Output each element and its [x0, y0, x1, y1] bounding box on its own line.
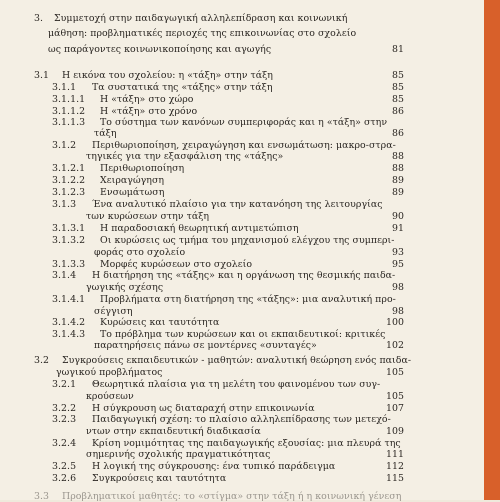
toc-entry-number: 3.3 — [34, 491, 50, 502]
toc-entry-title: Προβληματικοί μαθητές: το «στίγμα» στην τάξη ή η κοινωνική γένεση — [62, 491, 402, 502]
toc-entry — [0, 271, 484, 281]
toc-entry — [0, 307, 484, 317]
toc-entry — [0, 415, 484, 425]
toc-entry-page: 98 — [391, 306, 404, 317]
toc-entry-title: Ένα αναλυτικό πλαίσιο για την κατανόηση της λειτουργίας — [92, 199, 383, 210]
toc-entry-title: κρούσεων — [86, 391, 134, 402]
toc-entry-number: 3.1.4 — [52, 270, 77, 281]
toc-entry-page: 109 — [385, 426, 404, 437]
toc-entry-title: Κρίση νομιμότητας της παιδαγωγικής εξουσίας: μια πλευρά της — [92, 438, 401, 449]
toc-entry-number: 3.2.4 — [52, 438, 77, 449]
toc-entry-number: 3.2.6 — [52, 473, 77, 484]
toc-entry-number: 3.2.5 — [52, 461, 77, 472]
toc-entry — [0, 129, 484, 139]
toc-entry-number: 3.1.1.3 — [52, 117, 86, 128]
toc-entry-title: Τα συστατικά της «τάξης» στην τάξη — [92, 82, 273, 93]
toc-entry-page: 95 — [391, 259, 404, 270]
toc-entry-page: 85 — [391, 94, 404, 105]
toc-entry-title: Κυρώσεις και ταυτότητα — [100, 317, 220, 328]
toc-entry-title: Συμμετοχή στην παιδαγωγική αλληλεπίδραση και κοινωνική — [54, 13, 348, 24]
toc-entry-number: 3.1.3.3 — [52, 259, 86, 270]
toc-entry-number: 3.1.2.3 — [52, 187, 86, 198]
toc-entry — [0, 341, 484, 351]
toc-entry-title: Συγκρούσεις και ταυτότητα — [92, 473, 227, 484]
toc-entry-title: Ενσωμάτωση — [100, 187, 165, 198]
toc-entry-title: Παιδαγωγική σχέση: το πλαίσιο αλληλεπίδρασης των μετεχό- — [92, 414, 391, 425]
toc-entry-title: Το σύστημα των κανόνων συμπεριφοράς και η «τάξη» στην — [100, 117, 388, 128]
toc-entry — [0, 224, 484, 234]
toc-entry-title: σέγγιση — [94, 306, 133, 317]
toc-entry — [0, 107, 484, 117]
toc-entry — [0, 71, 484, 81]
toc-entry-number: 3.1.3 — [52, 199, 77, 210]
toc-entry-title: των κυρώσεων στην τάξη — [86, 211, 210, 222]
toc-entry-page: 115 — [385, 473, 404, 484]
toc-entry — [0, 295, 484, 305]
toc-entry — [0, 492, 484, 502]
toc-entry-page: 90 — [391, 211, 404, 222]
toc-entry-number: 3.1.3.2 — [52, 235, 86, 246]
toc-entry-page: 98 — [391, 282, 404, 293]
toc-entry — [0, 318, 484, 328]
toc-entry — [0, 141, 484, 151]
toc-entry — [0, 260, 484, 270]
toc-entry — [0, 356, 484, 366]
toc-entry-title: γωγικού προβλήματος — [56, 367, 163, 378]
toc-entry — [0, 404, 484, 414]
toc-entry — [0, 380, 484, 390]
toc-entry — [0, 283, 484, 293]
toc-entry-number: 3.1.2.1 — [52, 163, 86, 174]
toc-entry-title: Χειραγώγηση — [100, 175, 165, 186]
toc-entry-number: 3. — [34, 13, 44, 24]
toc-entry-title: Η παραδοσιακή θεωρητική αντιμετώπιση — [100, 223, 299, 234]
toc-entry-page: 88 — [391, 151, 404, 162]
toc-entry-page: 105 — [385, 391, 404, 402]
toc-entry — [0, 188, 484, 198]
toc-entry-page: 100 — [385, 317, 404, 328]
toc-entry-title: φοράς στο σχολείο — [94, 247, 186, 258]
toc-entry — [0, 45, 484, 55]
toc-entry-page: 111 — [385, 449, 404, 460]
toc-entry-title: γωγικής σχέσης — [86, 282, 164, 293]
toc-entry-number: 3.1.4.2 — [52, 317, 86, 328]
toc-entry-page: 89 — [391, 175, 404, 186]
toc-entry-number: 3.1.1.2 — [52, 106, 86, 117]
toc-entry — [0, 176, 484, 186]
toc-entry-number: 3.1.1.1 — [52, 94, 86, 105]
toc-entry-title: Η λογική της σύγκρουσης: ένα τυπικό παράδειγμα — [92, 461, 336, 472]
toc-entry — [0, 200, 484, 210]
toc-entry-title: Η εικόνα του σχολείου: η «τάξη» στην τάξη — [62, 70, 273, 81]
toc-entry-number: 3.2.1 — [52, 379, 77, 390]
toc-entry — [0, 427, 484, 437]
toc-entry-page: 107 — [385, 403, 404, 414]
toc-entry-title: μάθηση: προβληματικές περιοχές της επικοινωνίας στο σχολείο — [48, 28, 357, 39]
toc-entry-title: Περιθωριοποίηση, χειραγώγηση και ενσωμάτωση: μακρο-στρα- — [92, 140, 396, 151]
toc-entry-page: 88 — [391, 163, 404, 174]
toc-entry — [0, 368, 484, 378]
toc-entry-page: 89 — [391, 187, 404, 198]
toc-entry-title: Η διατήρηση της «τάξης» και η οργάνωση της θεσμικής παιδα- — [92, 270, 396, 281]
toc-entry — [0, 118, 484, 128]
toc-entry-number: 3.1.3.1 — [52, 223, 86, 234]
toc-entry-page: 102 — [385, 340, 404, 351]
toc-entry-number: 3.1.1 — [52, 82, 77, 93]
toc-entry — [0, 236, 484, 246]
toc-entry-title: Μορφές κυρώσεων στο σχολείο — [100, 259, 253, 270]
toc-entry — [0, 248, 484, 258]
toc-entry — [0, 152, 484, 162]
toc-entry — [0, 212, 484, 222]
toc-entry — [0, 392, 484, 402]
toc-entry-title: τηγικές για την εξασφάλιση της «τάξης» — [86, 151, 284, 162]
toc-entry-title: σημερινής σχολικής πραγματικότητας — [86, 449, 271, 460]
toc-entry — [0, 439, 484, 449]
toc-entry-number: 3.1.4.3 — [52, 329, 86, 340]
toc-entry-number: 3.2.3 — [52, 414, 77, 425]
toc-entry-number: 3.2.2 — [52, 403, 77, 414]
toc-entry-number: 3.1 — [34, 70, 50, 81]
toc-entry-number: 3.1.4.1 — [52, 294, 86, 305]
toc-entry-title: Η σύγκρουση ως διαταραχή στην επικοινωνία — [92, 403, 315, 414]
toc-entry-title: ως παράγοντες κοινωνικοποίησης και αγωγής — [48, 44, 272, 55]
toc-entry-title: Θεωρητικά πλαίσια για τη μελέτη του φαινομένου των συγ- — [92, 379, 381, 390]
toc-entry-title: ντων στην εκπαιδευτική διαδικασία — [86, 426, 261, 437]
toc-entry-title: Το πρόβλημα των κυρώσεων και οι εκπαιδευτικοί: κριτικές — [100, 329, 386, 340]
toc-entry — [0, 164, 484, 174]
toc-entry — [0, 330, 484, 340]
toc-entry-page: 86 — [391, 128, 404, 139]
toc-entry-page: 112 — [385, 461, 404, 472]
toc-entry-page: 81 — [391, 44, 404, 55]
toc-entry — [0, 462, 484, 472]
toc-entry — [0, 95, 484, 105]
toc-entry-page: 105 — [385, 367, 404, 378]
toc-entry-number: 3.1.2.2 — [52, 175, 86, 186]
page-edge — [484, 0, 500, 500]
toc-entry-title: Η «τάξη» στο χρόνο — [100, 106, 198, 117]
toc-entry-page: 91 — [391, 223, 404, 234]
toc-entry-title: Συγκρούσεις εκπαιδευτικών - μαθητών: αναλυτική θεώρηση ενός παιδα- — [62, 355, 412, 366]
toc-entry-title: Η «τάξη» στο χώρο — [100, 94, 194, 105]
toc-entry — [0, 14, 484, 24]
toc-entry-number: 3.2 — [34, 355, 50, 366]
toc-entry — [0, 29, 484, 39]
toc-entry-page: 93 — [391, 247, 404, 258]
toc-entry-title: παρατηρήσεις πάνω σε μοντέρνες «συνταγές» — [94, 340, 317, 351]
toc-entry — [0, 450, 484, 460]
toc-entry-title: Περιθωριοποίηση — [100, 163, 185, 174]
toc-entry-number: 3.1.2 — [52, 140, 77, 151]
toc-entry — [0, 83, 484, 93]
toc-entry-title: Προβλήματα στη διατήρηση της «τάξης»: μια αναλυτική προ- — [100, 294, 396, 305]
toc-entry-page: 85 — [391, 82, 404, 93]
toc-entry-page: 85 — [391, 70, 404, 81]
toc-entry-title: Οι κυρώσεις ως τμήμα του μηχανισμού ελέγχου της συμπερι- — [100, 235, 395, 246]
toc-entry-page: 86 — [391, 106, 404, 117]
toc-entry — [0, 474, 484, 484]
toc-entry-title: τάξη — [94, 128, 117, 139]
